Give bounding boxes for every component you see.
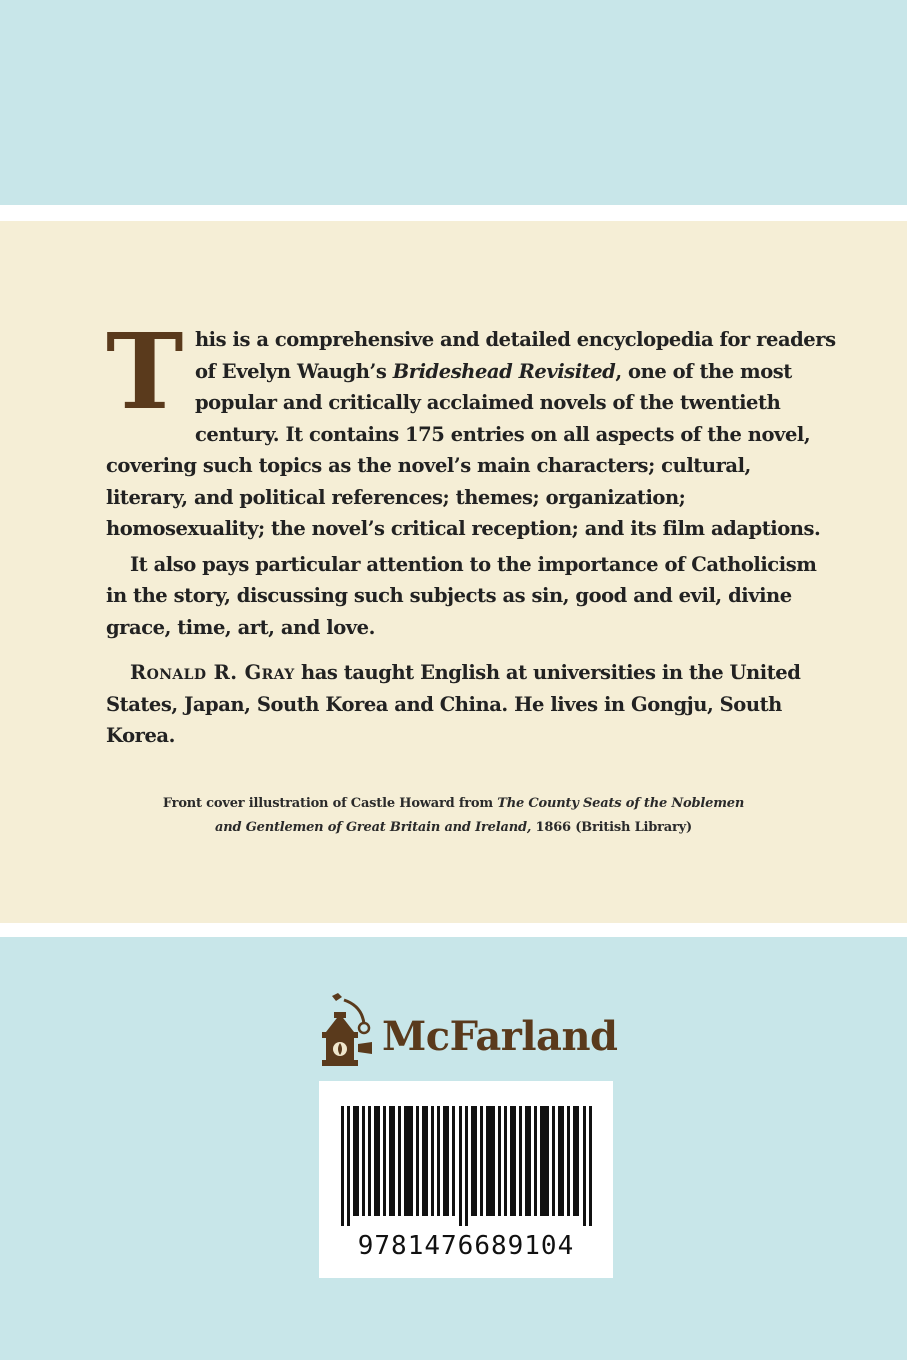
- publisher-logo: [322, 992, 618, 1072]
- book-title: Brideshead Revisited: [392, 359, 616, 383]
- top-color-band: [0, 0, 907, 205]
- description-text-2: , one of the most popular and critically acclaimed novels of the twentieth century. It contains 175 entries on all aspects of the novel, covering such topics as the novel’s main characters; cultural, literary, and political references; themes; organization; homosexuality; the novel’s critical reception; and its film adaptions.: [106, 359, 821, 540]
- isbn-digits: 9781476689104: [357, 1231, 575, 1261]
- author-bio: [106, 657, 836, 752]
- barcode-bars: [339, 1106, 593, 1226]
- cover-credit: [150, 792, 757, 840]
- divider-line-top: [0, 205, 907, 221]
- divider-line-bottom: [0, 923, 907, 937]
- back-cover-copy: [106, 310, 836, 752]
- author-name: Ronald R. Gray: [130, 661, 295, 684]
- description-text-1: his is a comprehensive and detailed encyclopedia for readers of Evelyn Waugh’s: [194, 328, 836, 383]
- description-paragraph-2: It also pays particular attention to the importance of Catholicism in the story, discussing such subjects as sin, good and evil, divine grace, time, art, and love.: [106, 552, 817, 639]
- lantern-icon: [322, 992, 378, 1070]
- credit-source-title-1: The County Seats of the Noblemen: [497, 796, 745, 811]
- description-paragraph-1: [106, 310, 836, 545]
- credit-source-title-2: and Gentlemen of Great Britain and Ireland,: [215, 820, 532, 835]
- author-bio-text: has taught English at universities in the United States, Japan, South Korea and China. He lives in Gongju, South Korea.: [106, 661, 801, 747]
- credit-suffix: 1866 (British Library): [531, 820, 692, 835]
- drop-cap: T: [106, 310, 183, 433]
- credit-prefix: Front cover illustration of Castle Howard from: [162, 796, 498, 811]
- barcode-label: [319, 1081, 613, 1278]
- publisher-name: McFarland: [382, 1013, 618, 1060]
